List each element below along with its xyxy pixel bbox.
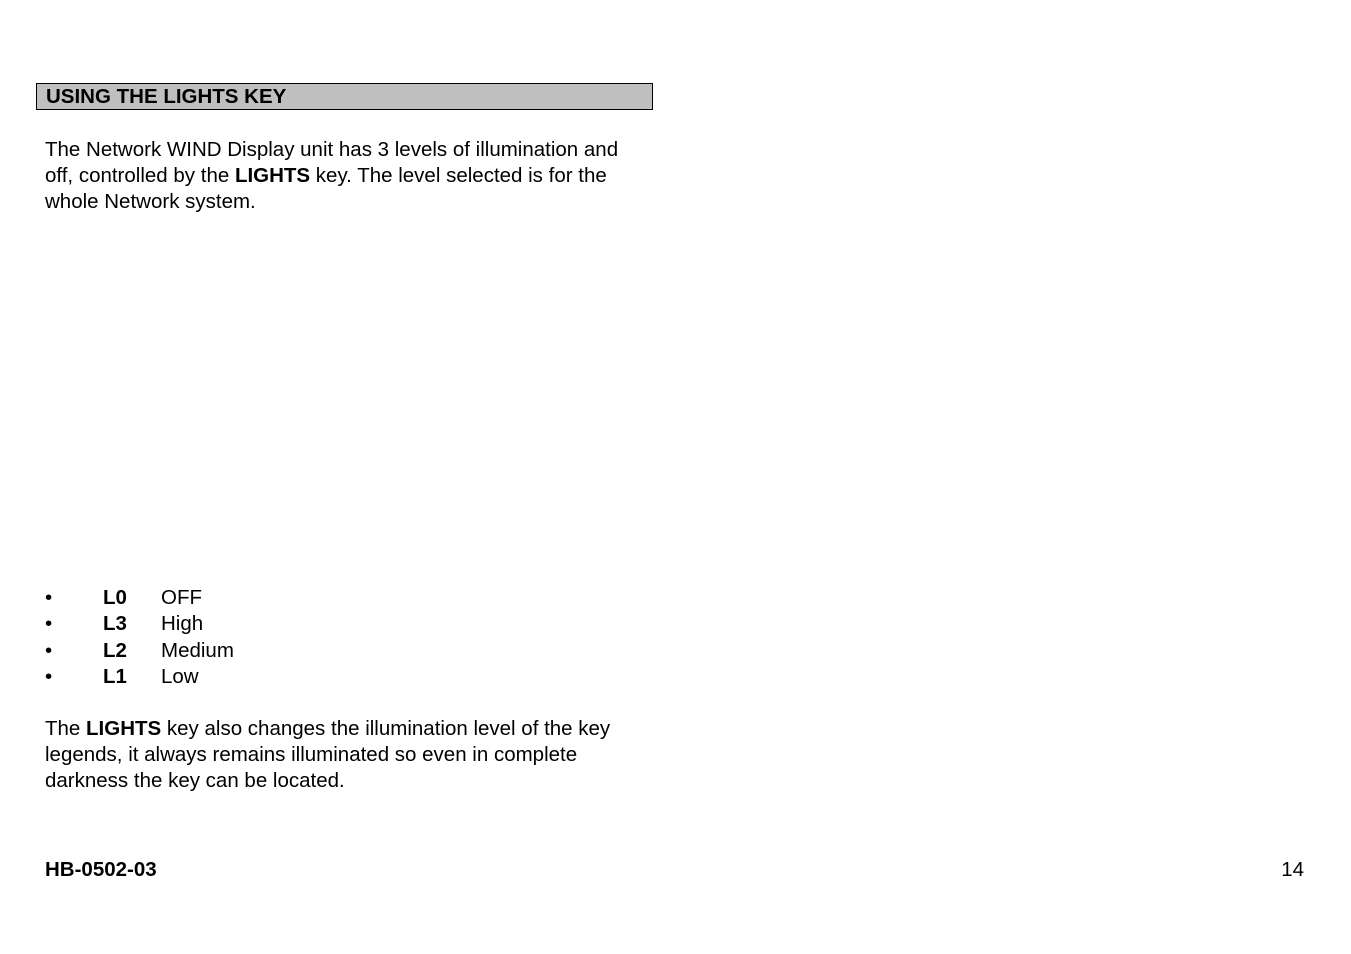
section-header (36, 83, 653, 110)
bullet-icon: • (45, 612, 53, 636)
list-item (45, 664, 345, 690)
intro-lights-key: LIGHTS (234, 164, 311, 187)
bullet-icon: • (45, 664, 53, 688)
level-code: L0 (103, 586, 127, 609)
level-code: L1 (103, 664, 127, 688)
outro-paragraph (45, 716, 645, 794)
document-code: HB-0502-03 (45, 858, 157, 881)
outro-text-end: key also changes the illumination level of the key legends, it always remains illuminated so even in complete darkness the key can be located. (45, 717, 611, 792)
level-code: L3 (103, 612, 127, 636)
outro-lights-key: LIGHTS (86, 717, 162, 740)
level-label: Medium (161, 638, 234, 662)
list-item (45, 611, 345, 637)
illumination-level-list (45, 585, 345, 690)
page-number: 14 (1281, 858, 1304, 881)
bullet-icon: • (45, 586, 53, 609)
intro-text-end: key. The level selected is for the whole Network system. (45, 164, 607, 213)
intro-paragraph (45, 137, 645, 215)
list-item (45, 585, 345, 611)
intro-text-start: The Network WIND Display unit has 3 levels of illumination and off, controlled by the (45, 138, 619, 187)
level-code: L2 (103, 638, 127, 662)
section-title: USING THE LIGHTS KEY (46, 85, 287, 108)
bullet-icon: • (45, 638, 53, 662)
level-label: Low (161, 664, 199, 688)
list-item (45, 638, 345, 664)
outro-text-start: The (45, 717, 87, 740)
level-label: OFF (161, 586, 202, 609)
level-label: High (161, 612, 204, 636)
